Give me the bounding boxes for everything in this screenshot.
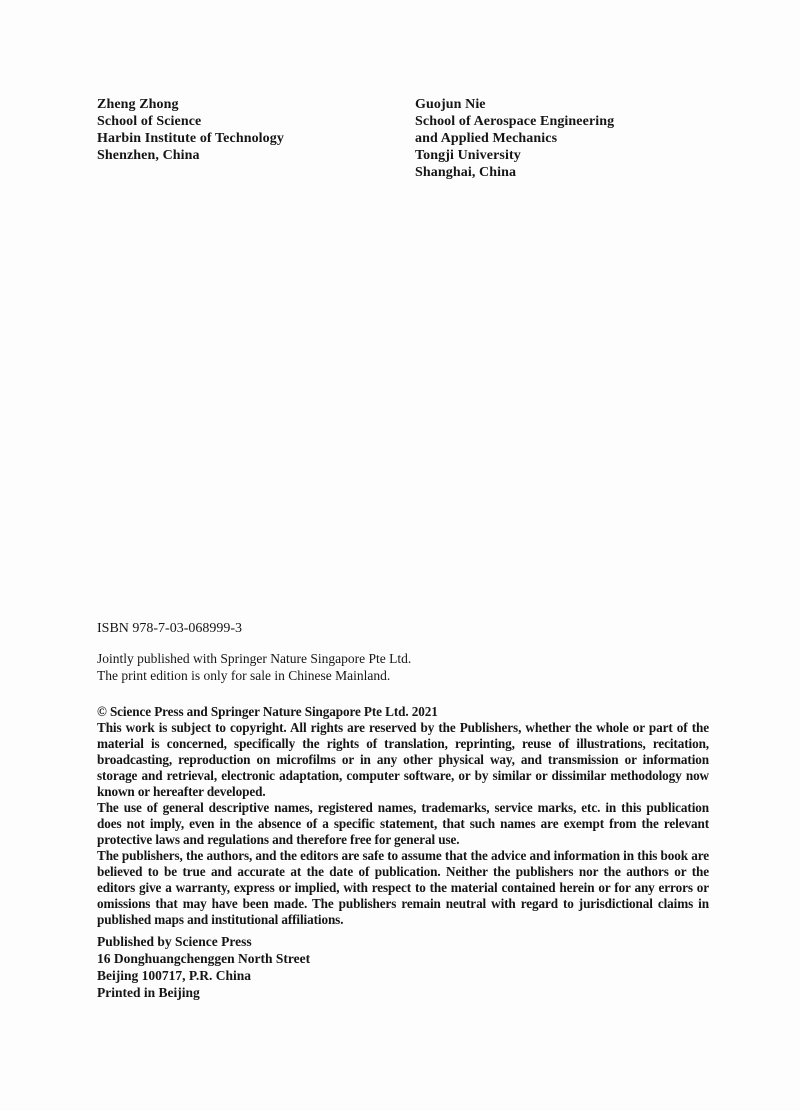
- distribution-notice-line: Jointly published with Springer Nature Singapore Pte Ltd.: [97, 651, 412, 666]
- distribution-notice: [97, 650, 411, 684]
- author-left-affiliation-line: School of Science: [97, 114, 202, 129]
- copyright-legal: [97, 704, 709, 928]
- copyright-notice: © Science Press and Springer Nature Singapore Pte Ltd. 2021: [97, 704, 438, 719]
- author-left-affiliation-line: Harbin Institute of Technology: [97, 131, 284, 146]
- distribution-notice-line: The print edition is only for sale in Chinese Mainland.: [97, 668, 391, 683]
- author-right-affiliation-line: Tongji University: [415, 148, 521, 163]
- author-left-name: Zheng Zhong: [97, 97, 179, 112]
- author-right: [415, 96, 715, 181]
- legal-paragraph-rights: This work is subject to copyright. All rights are reserved by the Publishers, whether the whole or part of the material is concerned, specifically the rights of translation, reprinting, reuse of illustrations, recitation, broadcasting, reproduction on microfilms or in any other physical way, and transmission or information storage and retrieval, electronic adaptation, computer software, or by similar or dissimilar methodology now known or hereafter developed.: [97, 720, 709, 799]
- publisher-imprint: [97, 933, 310, 1001]
- author-left-affiliation-line: Shenzhen, China: [97, 148, 200, 163]
- author-affiliations: [97, 96, 740, 181]
- imprint-address-city: Beijing 100717, P.R. China: [97, 968, 252, 983]
- legal-paragraph-warranty: The publishers, the authors, and the editors are safe to assume that the advice and information in this book are believed to be true and accurate at the date of publication. Neither the publishers nor the authors or the editors give a warranty, express or implied, with respect to the material contained herein or for any errors or omissions that may have been made. The publishers remain neutral with regard to jurisdictional claims in published maps and institutional affiliations.: [97, 848, 709, 927]
- legal-paragraph-trademarks: The use of general descriptive names, registered names, trademarks, service marks, etc. in this publication does not imply, even in the absence of a specific statement, that such names are exempt from the relevant protective laws and regulations and therefore free for general use.: [97, 800, 709, 847]
- author-right-affiliation-line: and Applied Mechanics: [415, 131, 558, 146]
- author-right-affiliation-line: School of Aerospace Engineering: [415, 114, 615, 129]
- isbn: ISBN 978-7-03-068999-3: [97, 621, 243, 636]
- author-left: [97, 96, 415, 181]
- imprint-address-street: 16 Donghuangchenggen North Street: [97, 951, 311, 966]
- imprint-printed-in: Printed in Beijing: [97, 985, 200, 1000]
- imprint-publisher: Published by Science Press: [97, 934, 252, 949]
- author-right-name: Guojun Nie: [415, 97, 486, 112]
- author-right-affiliation-line: Shanghai, China: [415, 165, 517, 180]
